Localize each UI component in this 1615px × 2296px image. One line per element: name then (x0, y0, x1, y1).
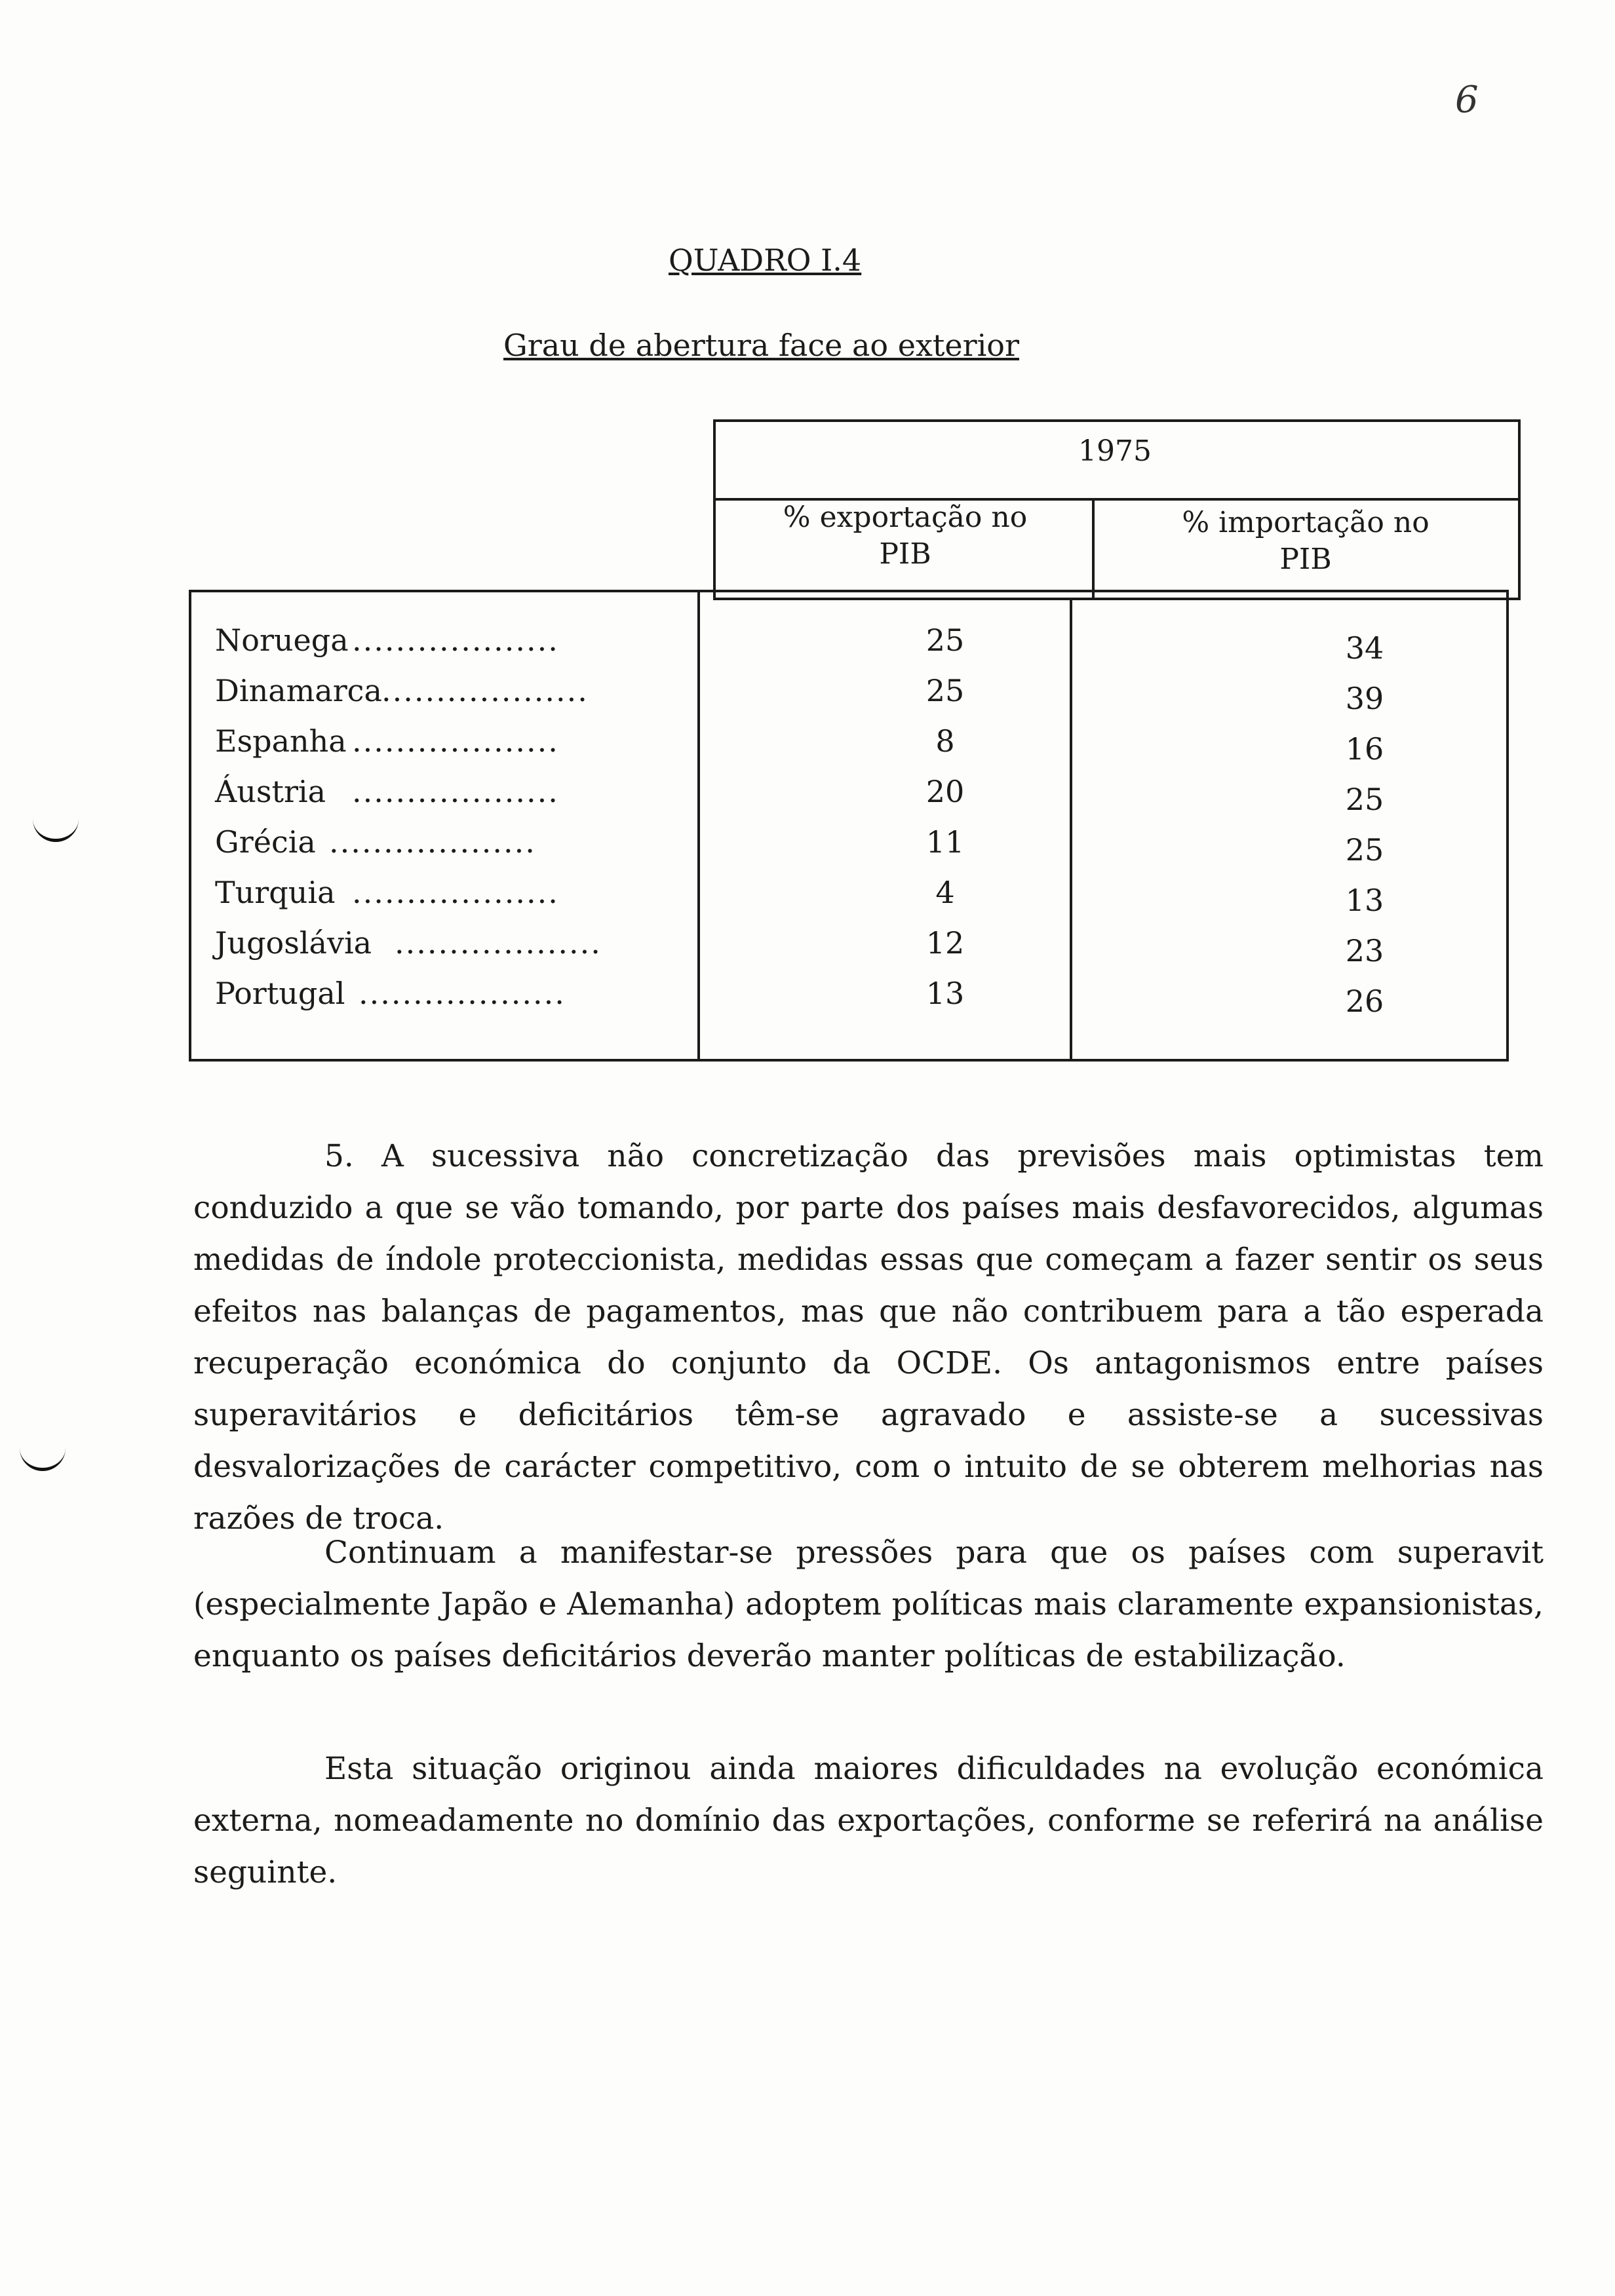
binding-hole-mark (20, 1442, 66, 1471)
table-subtitle: Grau de abertura face ao exterior (503, 328, 1019, 363)
header-col-divider (1092, 498, 1095, 600)
import-column-header: % importação no PIB (1182, 506, 1430, 576)
year-header: 1975 (1078, 434, 1152, 468)
export-column-header: % exportação no PIB (783, 501, 1028, 571)
body-col-divider-2 (1070, 598, 1072, 1062)
page-mark: 6 (1455, 79, 1479, 121)
paragraph-pressures: Continuam a manifestar-se pressões para que os países com superavit (especialmente Japão e Alemanha) adoptem políticas mais claramente expansionistas, enquanto os países deficitários deverão manter políticas de estabilização. (193, 1535, 1544, 1674)
paragraph-5: 5. A sucessiva não concretização das previsões mais optimistas tem conduzido a que se vão tomando, por parte dos países mais desfavorecidos, algumas medidas de índole proteccionista, medidas essas que começam a fazer sentir os seus efeitos nas balanças de pagamentos, mas que não contribuem para a tão esperada recuperação económica do conjunto da OCDE. Os antagonismos entre países superavitários e deficitários têm-se agravado e assiste-se a sucessivas desvalorizações de carácter competitivo, com o intuito de se obterem melhorias nas razões de troca. (193, 1138, 1544, 1537)
paragraph-situation: Esta situação originou ainda maiores dificuldades na evolução económica externa, nomeadamente no domínio das exportações, conforme se referirá na análise seguinte. (193, 1751, 1544, 1890)
table-title: QUADRO I.4 (669, 242, 862, 278)
binding-hole-mark (33, 813, 79, 842)
